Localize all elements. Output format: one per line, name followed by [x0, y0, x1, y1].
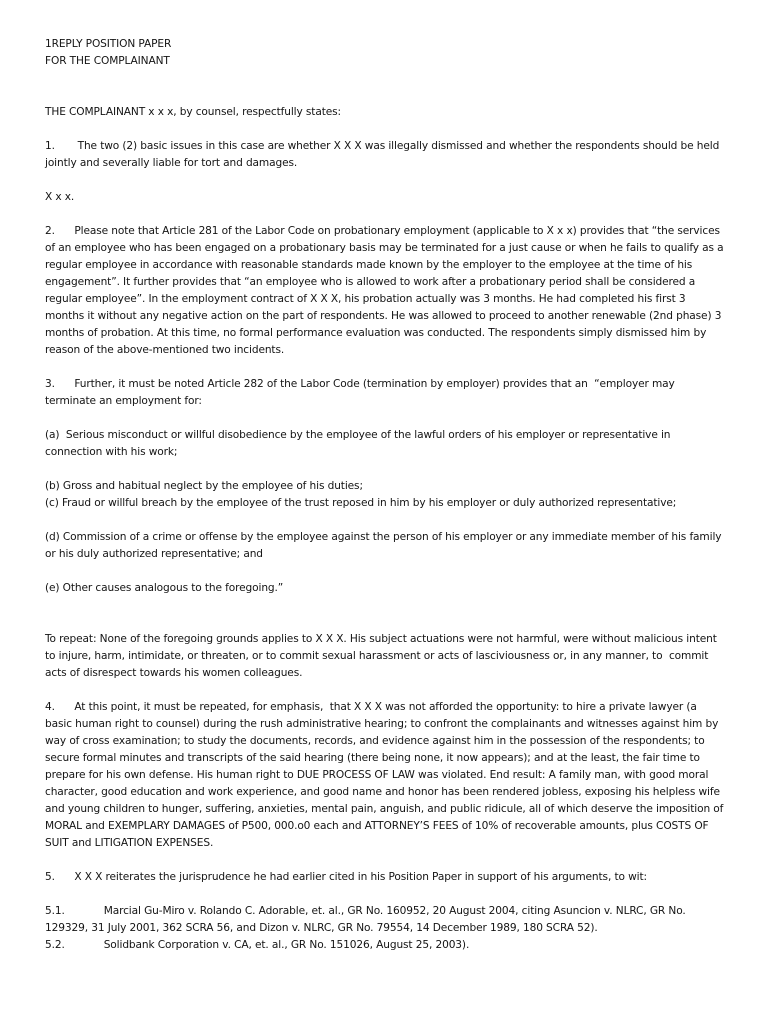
doc-title-line-1: 1REPLY POSITION PAPER [45, 38, 172, 50]
intro-paragraph: THE COMPLAINANT x x x, by counsel, respectfully states: [45, 106, 341, 118]
paragraph-3: 3. Further, it must be noted Article 282 of the Labor Code (termination by employer) provides that an “employer may terminate an employment for: [45, 378, 678, 407]
clause-d: (d) Commission of a crime or offense by the employee against the person of his employer or any immediate member of his family or his duly authorized representative; and [45, 531, 725, 560]
paragraph-5: 5. X X X reiterates the jurisprudence he had earlier cited in his Position Paper in support of his arguments, to wit: [45, 871, 647, 883]
clause-c: (c) Fraud or willful breach by the employee of the trust reposed in him by his employer or duly authorized representative; [45, 497, 677, 509]
repeat-paragraph: To repeat: None of the foregoing grounds applies to X X X. His subject actuations were not harmful, were without malicious intent to injure, harm, intimidate, or threaten, or to commit sexual harassment or acts of lasciviousness or, in any manner, to commit acts of disrespect towards his women colleagues. [45, 633, 721, 679]
paragraph-1: 1. The two (2) basic issues in this case are whether X X X was illegally dismissed and whether the respondents should be held jointly and severally liable for tort and damages. [45, 140, 723, 169]
clause-a: (a) Serious misconduct or willful disobedience by the employee of the lawful orders of his employer or representative in connection with his work; [45, 429, 674, 458]
clause-b: (b) Gross and habitual neglect by the employee of his duties; [45, 480, 363, 492]
paragraph-2: 2. Please note that Article 281 of the Labor Code on probationary employment (applicable to X x x) provides that “the services of an employee who has been engaged on a probationary basis may be terminated for a just cause or when he fails to qualify as a regular employee in accordance with reasonable standards made known by the employer to the employee at the time of his engagement”. It further provides that “an employee who is allowed to work after a probationary period shall be considered a regular employee”. In the employment contract of X X X, his probation actually was 3 months. He had completed his first 3 months it without any negative action on the part of respondents. He was allowed to proceed to another renewable (2nd phase) 3 months of probation. At this time, no formal performance evaluation was conducted. The respondents simply dismissed him by reason of the above-mentioned two incidents. [45, 225, 727, 356]
paragraph-xxx: X x x. [45, 191, 75, 203]
citation-5-2: 5.2. Solidbank Corporation v. CA, et. al., GR No. 151026, August 25, 2003). [45, 939, 470, 951]
paragraph-4: 4. At this point, it must be repeated, for emphasis, that X X X was not afforded the opportunity: to hire a private lawyer (a basic human right to counsel) during the rush administrative hearing; to confront the complainants and witnesses against him by way of cross examination; to study the documents, records, and evidence against him in the possession of the respondents; to secure formal minutes and transcripts of the said hearing (there being none, it now appears); and at the least, the fair time to prepare for his own defense. His human right to DUE PROCESS OF LAW was violated. End result: A family man, with good moral character, good education and work experience, and good name and honor has been rendered jobless, exposing his helpless wife and young children to hunger, suffering, anxieties, mental pain, anguish, and public ridicule, all of which deserve the imposition of MORAL and EXEMPLARY DAMAGES of P500, 000.o0 each and ATTORNEY’S FEES of 10% of recoverable amounts, plus COSTS OF SUIT and LITIGATION EXPENSES. [45, 701, 727, 849]
clause-e: (e) Other causes analogous to the foregoing.” [45, 582, 284, 594]
doc-title-line-2: FOR THE COMPLAINANT [45, 55, 170, 67]
document-page [45, 36, 725, 954]
citation-5-1: 5.1. Marcial Gu-Miro v. Rolando C. Adorable, et. al., GR No. 160952, 20 August 2004, citing Asuncion v. NLRC, GR No. 129329, 31 July 2001, 362 SCRA 56, and Dizon v. NLRC, GR No. 79554, 14 December 1989, 180 SCRA 52). [45, 905, 689, 934]
